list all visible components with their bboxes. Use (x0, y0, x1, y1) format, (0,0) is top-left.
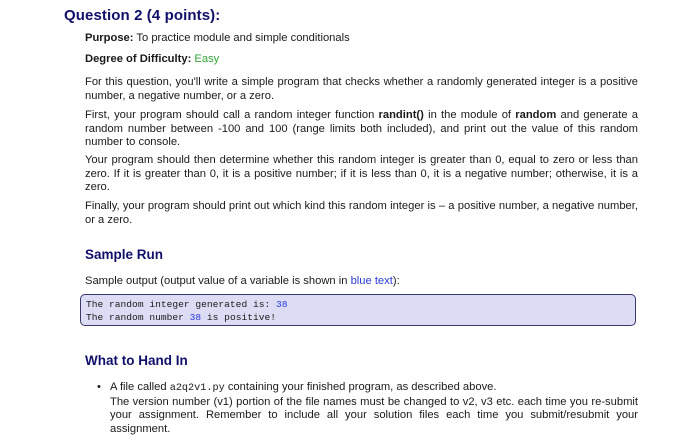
hand-in-list-item (97, 381, 638, 436)
p2-text-b: in the module of (423, 109, 516, 121)
purpose-text: To practice module and simple conditionals (136, 32, 350, 44)
filename: a2q2v1.py (169, 383, 225, 394)
sample-intro-text-a: Sample output (output value of a variable is shown in (85, 275, 351, 287)
purpose-line (85, 32, 638, 46)
code-line-1-text: The random integer generated is: (86, 299, 276, 310)
sample-run-heading: Sample Run (85, 247, 164, 262)
hand-in-text-a: A file called (110, 381, 170, 393)
hand-in-item-first-line (110, 381, 638, 396)
purpose-label: Purpose: (85, 32, 134, 44)
code-line-2-text-b: is positive! (201, 311, 276, 323)
p2-text-a: First, your program should call a random integer function (85, 109, 379, 121)
bullet-marker: • (97, 381, 101, 393)
hand-in-text-b: containing your finished program, as described above. (224, 381, 497, 393)
hand-in-item-body (110, 381, 638, 436)
random-module-name: random (515, 109, 557, 121)
paragraph-random-call (85, 109, 638, 150)
difficulty-label: Degree of Difficulty: (85, 53, 192, 65)
code-line-1 (86, 299, 635, 312)
p2-text-c: and generate a random number between -100 and 100 (range limits both included), and print out the value of this random number to console. (85, 109, 638, 149)
code-line-2-text-a: The random number (86, 311, 190, 323)
paragraph-intro: For this question, you'll write a simple program that checks whether a randomly generated integer is a positive number, a negative number, or a zero. (85, 76, 638, 102)
question-title: Question 2 (4 points): (64, 7, 221, 24)
hand-in-heading: What to Hand In (85, 353, 188, 368)
code-line-2-value: 38 (189, 311, 202, 323)
sample-output-intro (85, 275, 638, 289)
paragraph-output: Finally, your program should print out which kind this random integer is – a positive number, a negative number, or a zero. (85, 200, 638, 226)
code-line-2 (86, 312, 635, 325)
blue-text-label: blue text (350, 275, 393, 287)
randint-function-name: randint() (378, 109, 424, 121)
hand-in-version-note: The version number (v1) portion of the file names must be changed to v2, v3 etc. each time you re-submit your assignment. Remember to include all your solution files each time you submit/resubmit your assignment. (110, 395, 638, 435)
difficulty-value: Easy (194, 53, 220, 65)
sample-output-box (80, 294, 636, 326)
code-line-1-value: 38 (276, 299, 288, 310)
paragraph-conditions: Your program should then determine whether this random integer is greater than 0, equal to zero or less than zero. If it is greater than 0, it is a positive number; if it is less than 0, it is a negative number; otherwise, it is a zero. (85, 154, 638, 194)
sample-intro-text-b: ): (392, 275, 400, 287)
difficulty-line (85, 53, 638, 67)
